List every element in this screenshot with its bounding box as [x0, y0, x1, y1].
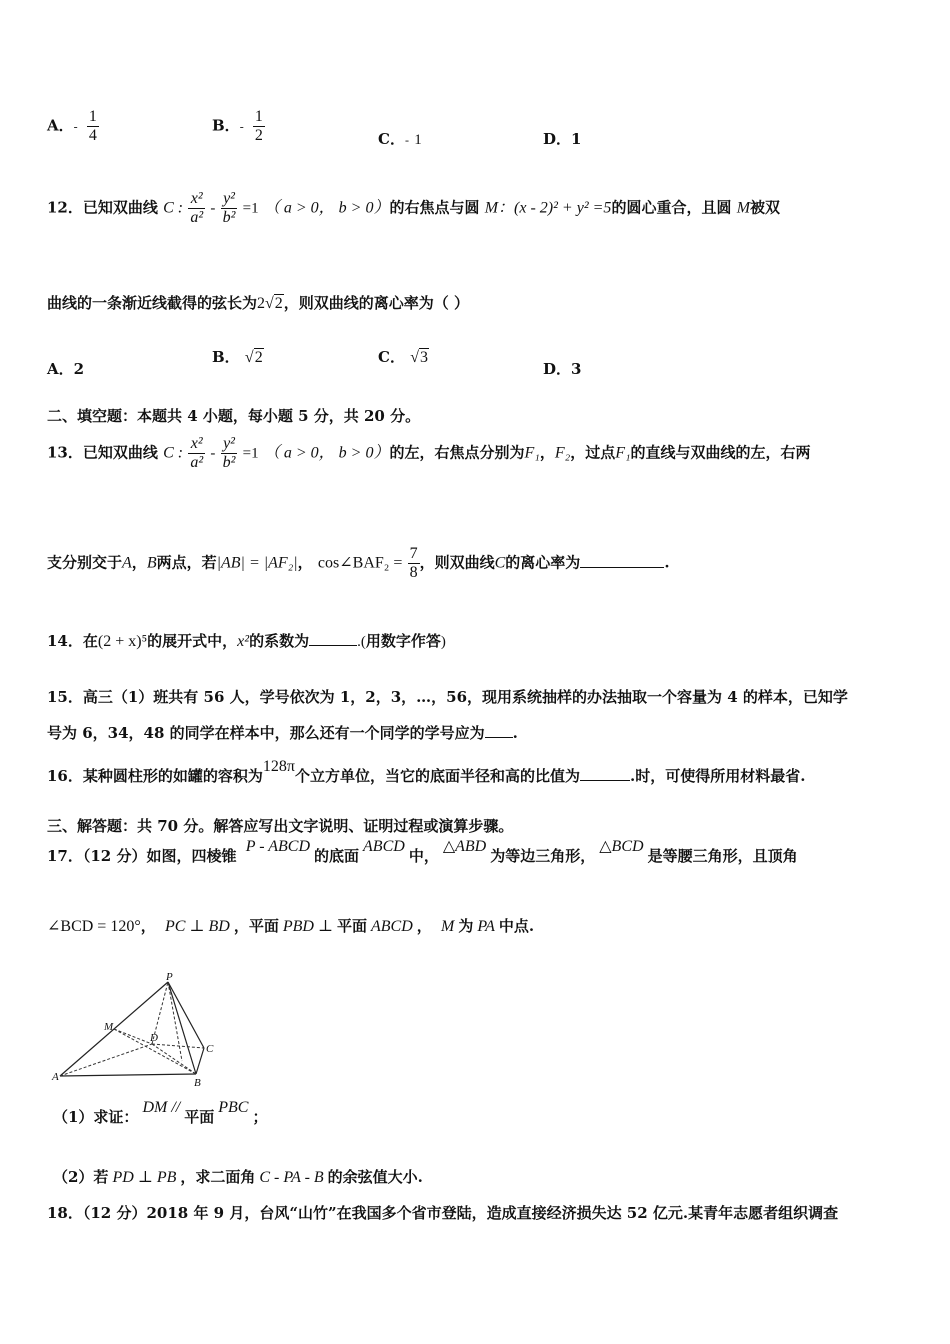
edge-ab [60, 1074, 196, 1076]
q16-answer-blank [580, 766, 630, 781]
edge-pc [168, 982, 204, 1048]
q12-line1: 12．已知双曲线 C : $\frac{\text{x²}}{\text{a²}}$ - $\frac{\text{y²}}{\text{b²}}$ =1 （ a > 0， b > 0）的右焦点与圆 M：(x - 2)² + y² =5的圆心重合，且圆 M被双 [47, 190, 781, 226]
q15-line2: 号为 6，34，48 的同学在样本中，那么还有一个同学的学号应为 . [47, 724, 518, 742]
edge-bc [196, 1048, 204, 1074]
edge-dc [152, 1044, 204, 1048]
label-c: C [206, 1043, 214, 1055]
label-d: D [150, 1032, 158, 1044]
label-m: M [104, 1021, 114, 1033]
q11-option-b: B．- $\frac{1}{2}$ [212, 108, 263, 144]
q17-pyramid-figure [46, 970, 226, 1090]
q11-option-c: C．- 1 [378, 130, 422, 148]
q18-line1: 18．（12 分）2018 年 9 月，台风“山竹”在我国多个省市登陆，造成直接经济损失达 52 亿元.某青年志愿者组织调查 [47, 1204, 839, 1222]
q13-answer-blank [580, 553, 664, 568]
edge-db [152, 1044, 196, 1074]
q17-part1: （1）求证：DM //平面PBC； [53, 1099, 268, 1126]
q11-option-d: D．1 [543, 130, 582, 148]
section-fill-in-blank-title: 二、填空题：本题共 4 小题，每小题 5 分，共 20 分。 [47, 407, 421, 425]
q15-answer-blank [485, 723, 513, 738]
q11-option-a: A．- $\frac{1}{4}$ [47, 108, 97, 144]
q11-a-den: 4 [88, 127, 97, 144]
q17-line2: ∠BCD = 120°， PC ⊥ BD ，平面 PBD ⊥ 平面 ABCD ， M 为 PA 中点. [47, 917, 535, 935]
q17-part2: （2）若 PD ⊥ PB ，求二面角 C - PA - B 的余弦值大小. [53, 1168, 423, 1186]
section-solution-title: 三、解答题：共 70 分。解答应写出文字说明、证明过程或演算步骤。 [47, 817, 514, 835]
label-b: B [194, 1077, 201, 1089]
q11-b-den: 2 [254, 127, 263, 144]
q12-line2: 曲线的一条渐近线截得的弦长为2√2，则双曲线的离心率为（ ） [47, 294, 470, 312]
label-a: A [52, 1071, 59, 1083]
edge-pb [168, 982, 196, 1074]
q11-b-num: 1 [254, 108, 263, 125]
q13-line1: 13．已知双曲线 C : $\frac{\text{x²}}{\text{a²}}$ - $\frac{\text{y²}}{\text{b²}}$ =1 （ a > 0， b > 0）的左，右焦点分别为F₁，F₂，过点F₁的直线与双曲线的左，右两 [47, 435, 811, 471]
q14-answer-blank [309, 631, 357, 646]
q14-line: 14．在(2 + x)⁵的展开式中，x²的系数为 .(用数字作答) [47, 632, 446, 650]
label-p: P [166, 971, 173, 983]
q12-chord-length: 2√2 [257, 295, 283, 312]
q15-line1: 15．高三（1）班共有 56 人，学号依次为 1，2，3，…，56，现用系统抽样的办法抽取一个容量为 4 的样本，已知学 [47, 688, 848, 706]
q11-a-num: 1 [88, 108, 97, 125]
segment-md [114, 1029, 152, 1044]
q12-option-c: C． √3 [378, 348, 428, 366]
q17-line1: 17．（12 分）如图，四棱锥 P - ABCD的底面ABCD中，△ABD为等边三角形，△BCD是等腰三角形，且顶角 [47, 838, 798, 865]
edge-ad [60, 1044, 152, 1076]
q13-line2: 支分别交于A，B两点，若|AB| = |AF₂|， cos∠BAF₂ = $\frac{7}{8}$ ，则双曲线C的离心率为 . [47, 545, 670, 581]
q12-option-a: A．2 [47, 360, 85, 378]
q12-option-d: D．3 [543, 360, 582, 378]
q16-line: 16．某种圆柱形的如罐的容积为128π个立方单位，当它的底面半径和高的比值为 .时，可使得所用材料最省. [47, 758, 806, 785]
q12-option-b: B． √2 [212, 348, 263, 366]
